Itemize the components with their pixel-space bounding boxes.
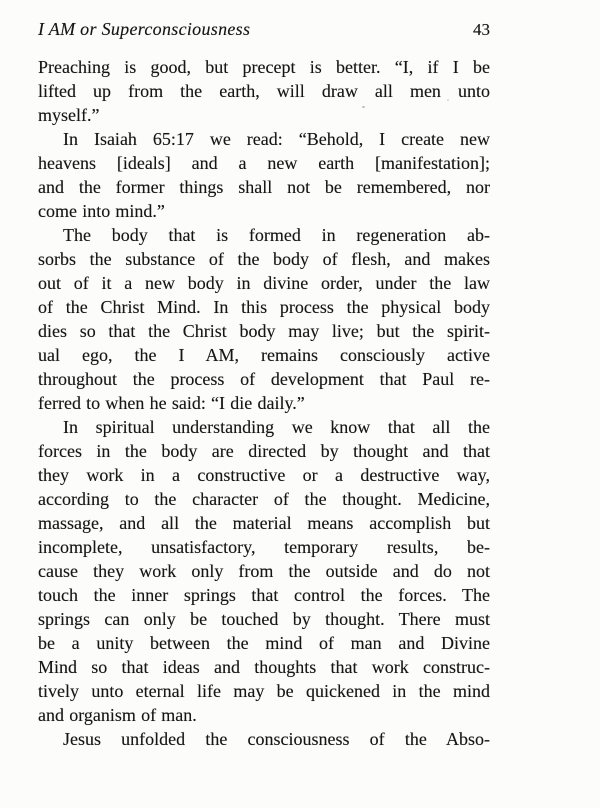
text-line: massage, and all the material means accomplish but: [38, 513, 490, 533]
scan-speck: [362, 106, 365, 108]
text-line: out of it a new body in divine order, under the law: [38, 273, 490, 293]
paragraph: [38, 127, 490, 223]
text-line: and the former things shall not be remembered, nor: [38, 177, 490, 197]
text-line: dies so that the Christ body may live; but the spirit-: [38, 321, 490, 341]
text-line: throughout the process of development that Paul re-: [38, 369, 490, 389]
text-line: they work in a constructive or a destructive way,: [38, 465, 490, 485]
text-line: myself.”: [38, 105, 100, 125]
running-header-title: I AM or Superconsciousness: [38, 19, 251, 39]
text-line: In Isaiah 65:17 we read: “Behold, I create new: [63, 129, 490, 149]
text-line: forces in the body are directed by thought and that: [38, 441, 490, 461]
text-line: The body that is formed in regeneration ab-: [63, 225, 490, 245]
text-line: ual ego, the I AM, remains consciously active: [38, 345, 490, 365]
scan-speck: [447, 99, 449, 101]
text-line: ferred to when he said: “I die daily.”: [38, 393, 305, 413]
text-line: Preaching is good, but precept is better. “I, if I be: [38, 57, 490, 77]
text-line: incomplete, unsatisfactory, temporary results, be-: [38, 537, 490, 557]
paragraph: [38, 415, 490, 727]
text-line: come into mind.”: [38, 201, 165, 221]
text-line: tively unto eternal life may be quickened in the mind: [38, 681, 490, 701]
running-header: [38, 19, 490, 40]
text-line: heavens [ideals] and a new earth [manifestation];: [38, 153, 490, 173]
paragraph: [38, 223, 490, 415]
page-body-text: [38, 55, 490, 751]
text-line: touch the inner springs that control the forces. The: [38, 585, 490, 605]
text-line: lifted up from the earth, will draw all men unto: [38, 81, 490, 101]
paragraph: [38, 55, 490, 127]
text-line: according to the character of the thought. Medicine,: [38, 489, 490, 509]
paragraph: [38, 727, 490, 751]
text-line: Mind so that ideas and thoughts that work construc-: [38, 657, 490, 677]
text-line: be a unity between the mind of man and Divine: [38, 633, 490, 653]
text-line: cause they work only from the outside and do not: [38, 561, 490, 581]
text-line: springs can only be touched by thought. There must: [38, 609, 490, 629]
page-number: 43: [473, 20, 490, 39]
text-line: of the Christ Mind. In this process the physical body: [38, 297, 490, 317]
text-line: sorbs the substance of the body of flesh, and makes: [38, 249, 490, 269]
text-line: In spiritual understanding we know that all the: [63, 417, 490, 437]
text-line: Jesus unfolded the consciousness of the Abso-: [63, 729, 490, 749]
text-line: and organism of man.: [38, 705, 197, 725]
